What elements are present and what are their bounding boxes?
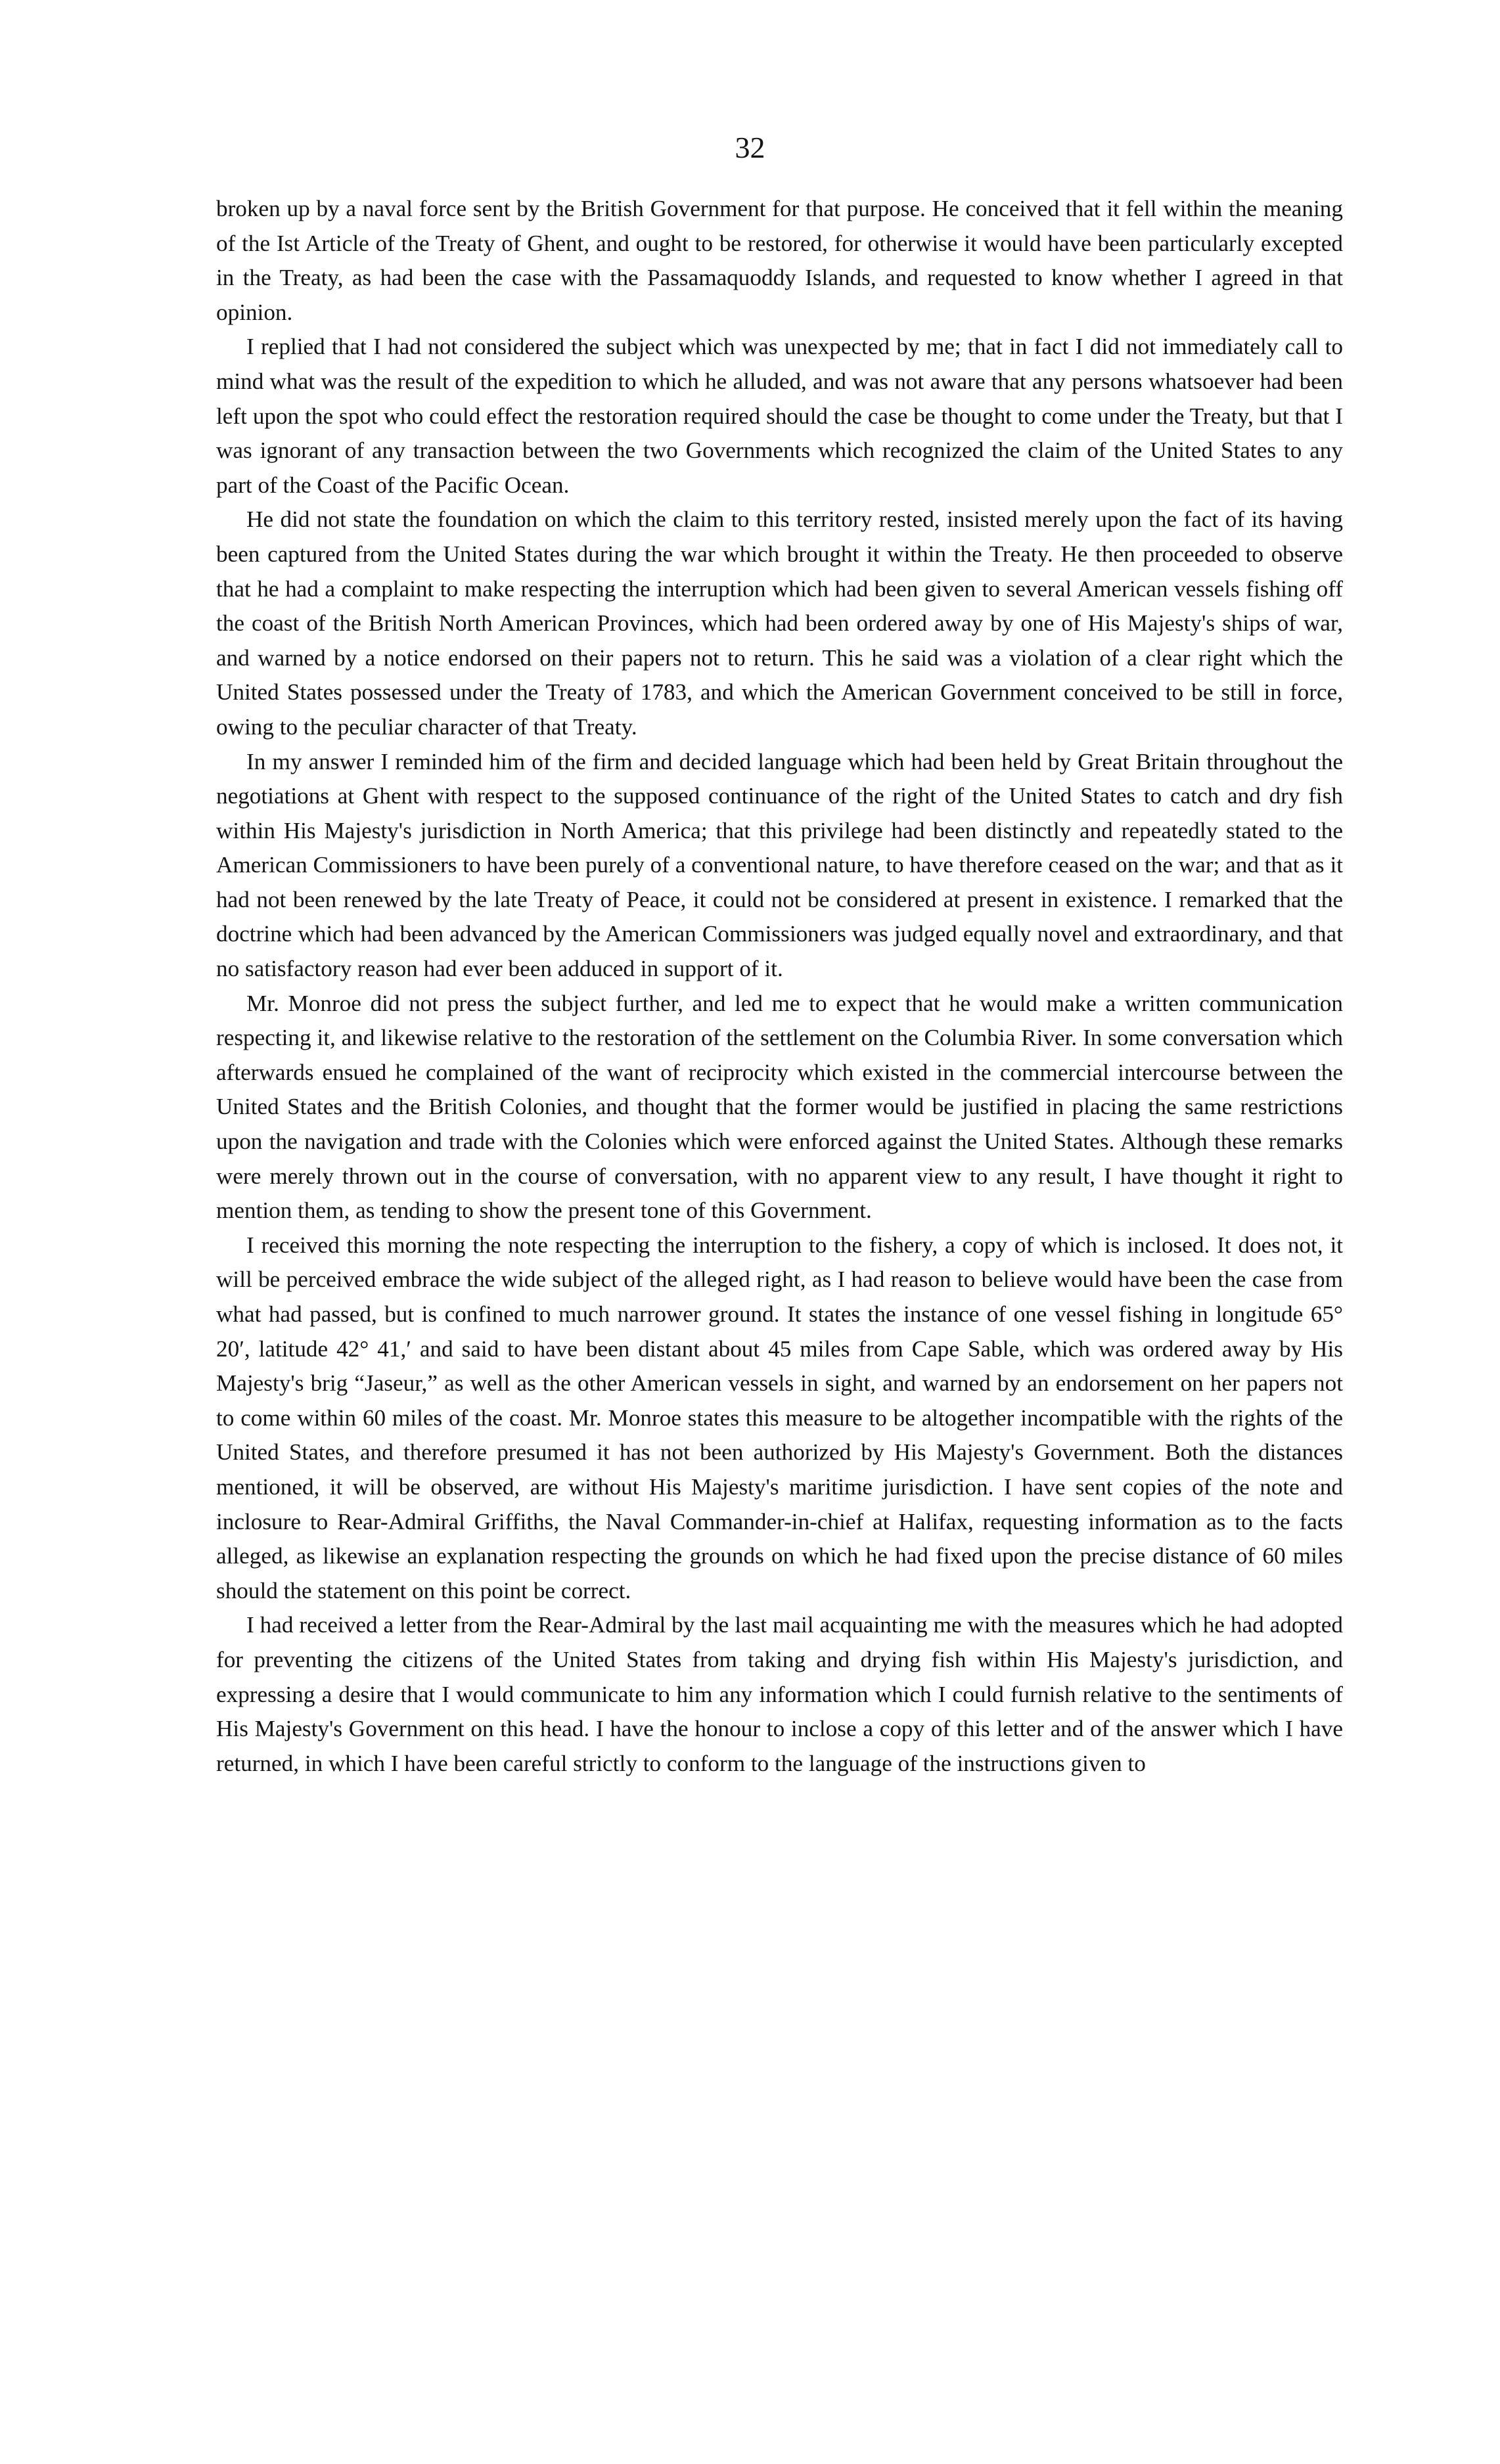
paragraph: I replied that I had not considered the subject which was unexpected by me; that in fact I did not immediately call to mind what was the result of the expedition to which he alluded, and was not aware that any persons whatsoever had been left upon the spot who could effect the restoration required should the case be thought to come under the Treaty, but that I was ignorant of any transaction between the two Governments which recognized the claim of the United States to any part of the Coast of the Pacific Ocean.: [216, 334, 1343, 498]
paragraph: He did not state the foundation on which the claim to this territory rested, insisted merely upon the fact of its having been captured from the United States during the war which brought it within the Treaty. He then proceeded to observe that he had a complaint to make respecting the interruption which had been given to several American vessels fishing off the coast of the British North American Provinces, which had been ordered away by one of His Majesty's ships of war, and warned by a notice endorsed on their papers not to return. This he said was a violation of a clear right which the United States possessed under the Treaty of 1783, and which the American Government conceived to be still in force, owing to the peculiar character of that Treaty.: [216, 506, 1343, 740]
paragraph: In my answer I reminded him of the firm and decided language which had been held by Great Britain throughout the negotiations at Ghent with respect to the supposed continuance of the right of the United States to catch and dry fish within His Majesty's jurisdiction in North America; that this privilege had been distinctly and repeatedly stated to the American Commissioners to have been purely of a conventional nature, to have therefore ceased on the war; and that as it had not been renewed by the late Treaty of Peace, it could not be considered at present in existence. I remarked that the doctrine which had been advanced by the American Commissioners was judged equally novel and extraordinary, and that no satisfactory reason had ever been adduced in support of it.: [216, 748, 1343, 982]
paragraph: Mr. Monroe did not press the subject further, and led me to expect that he would make a written communication respecting it, and likewise relative to the restoration of the settlement on the Columbia River. In some conversation which afterwards ensued he complained of the want of reciprocity which existed in the commercial intercourse between the United States and the British Colonies, and thought that the former would be justified in placing the same restrictions upon the navigation and trade with the Colonies which were enforced against the United States. Although these remarks were merely thrown out in the course of conversation, with no apparent view to any result, I have thought it right to mention them, as tending to show the present tone of this Government.: [216, 990, 1343, 1224]
page-number: 32: [735, 131, 765, 164]
paragraph: I received this morning the note respecting the interruption to the fishery, a copy of which is inclosed. It does not, it will be perceived embrace the wide subject of the alleged right, as I had reason to believe would have been the case from what had passed, but is confined to much narrower ground. It states the instance of one vessel fishing in longitude 65° 20′, latitude 42° 41,′ and said to have been distant about 45 miles from Cape Sable, which was ordered away by His Majesty's brig “Jaseur,” as well as the other American vessels in sight, and warned by an endorsement on her papers not to come within 60 miles of the coast. Mr. Monroe states this measure to be altogether incompatible with the rights of the United States, and therefore presumed it has not been authorized by His Majesty's Government. Both the distances mentioned, it will be observed, are without His Majesty's maritime jurisdiction. I have sent copies of the note and inclosure to Rear-Admiral Griffiths, the Naval Commander-in-chief at Halifax, requesting information as to the facts alleged, as likewise an explanation respecting the grounds on which he had fixed upon the precise distance of 60 miles should the statement on this point be correct.: [216, 1232, 1343, 1603]
letter-body: [216, 192, 1343, 1781]
paragraph: I had received a letter from the Rear-Admiral by the last mail acquainting me with the measures which he had adopted for preventing the citizens of the United States from taking and drying fish within His Majesty's jurisdiction, and expressing a desire that I would communicate to him any information which I could furnish relative to the sentiments of His Majesty's Government on this head. I have the honour to inclose a copy of this letter and of the answer which I have returned, in which I have been careful strictly to conform to the language of the instructions given to: [216, 1612, 1343, 1776]
paragraph: broken up by a naval force sent by the British Government for that purpose. He conceived that it fell within the meaning of the Ist Article of the Treaty of Ghent, and ought to be restored, for otherwise it would have been particularly excepted in the Treaty, as had been the case with the Passamaquoddy Islands, and requested to know whether I agreed in that opinion.: [216, 196, 1343, 325]
